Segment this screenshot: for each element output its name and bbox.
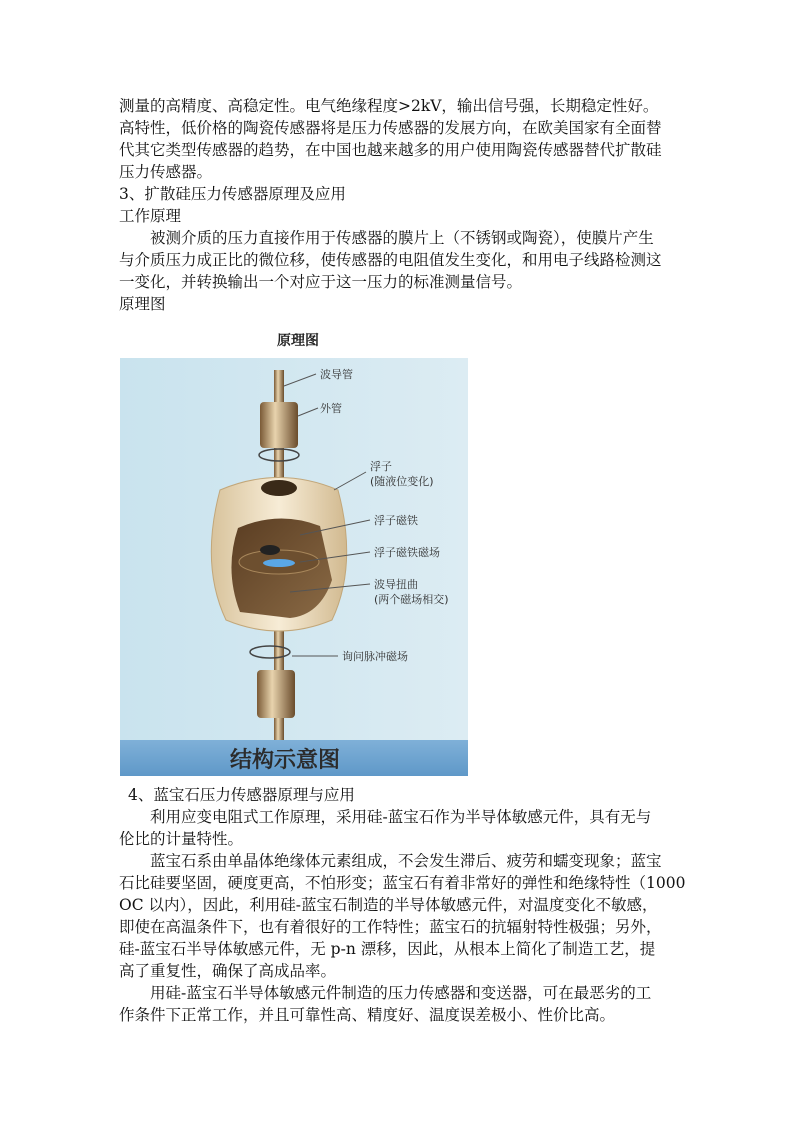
- paragraph-sapphire-intro: [119, 806, 679, 850]
- text-line: 利用应变电阻式工作原理，采用硅-蓝宝石作为半导体敏感元件，具有无与: [150, 808, 652, 826]
- outer-tube-top: [260, 402, 298, 448]
- paragraph-sapphire-conclusion: [119, 982, 679, 1026]
- label-waveguide: 波导管: [320, 368, 353, 381]
- label-pulse-field: 询问脉冲磁场: [342, 650, 408, 663]
- structure-diagram-svg: [120, 330, 468, 776]
- outer-tube-bottom: [257, 670, 295, 718]
- section-4-heading: 4、蓝宝石压力传感器原理与应用: [128, 786, 355, 804]
- paragraph-ceramic-sensor: [119, 95, 679, 183]
- text-line: 与介质压力成正比的微位移，使传感器的电阻值发生变化，和用电子线路检测这: [119, 251, 662, 269]
- text-line: 用硅-蓝宝石半导体敏感元件制造的压力传感器和变送器，可在最恶劣的工: [150, 984, 652, 1002]
- text-line: 压力传感器。: [119, 163, 213, 181]
- label-float: 浮子: [370, 460, 392, 473]
- text-line: 作条件下正常工作，并且可靠性高、精度好、温度误差极小、性价比高。: [119, 1006, 616, 1024]
- diagram-label: 原理图: [119, 295, 166, 313]
- figure-caption: 结构示意图: [230, 748, 341, 773]
- label-twist-sub: (两个磁场相交): [374, 593, 449, 606]
- magnet-field-glow: [263, 559, 295, 567]
- paragraph-sapphire-properties: [119, 850, 686, 982]
- paragraph-work-principle: [119, 227, 679, 293]
- text-line: 高特性，低价格的陶瓷传感器将是压力传感器的发展方向，在欧美国家有全面替: [119, 119, 662, 137]
- text-line: 硅-蓝宝石半导体敏感元件，无 p-n 漂移，因此，从根本上简化了制造工艺，提: [119, 940, 656, 958]
- work-principle-label: 工作原理: [119, 207, 182, 225]
- text-line: 蓝宝石系由单晶体绝缘体元素组成，不会发生滞后、疲劳和蠕变现象；蓝宝: [150, 852, 662, 870]
- text-line: 被测介质的压力直接作用于传感器的膜片上（不锈钢或陶瓷），使膜片产生: [150, 229, 654, 247]
- label-outer-tube: 外管: [320, 402, 342, 415]
- label-float-field: 浮子磁铁磁场: [374, 546, 440, 559]
- text-line: 代其它类型传感器的趋势，在中国也越来越多的用户使用陶瓷传感器替代扩散硅: [119, 141, 662, 159]
- float-top-hole: [261, 480, 297, 496]
- text-line: 高了重复性，确保了高成品率。: [119, 962, 337, 980]
- text-line: 石比硅要坚固，硬度更高，不怕形变；蓝宝石有着非常好的弹性和绝缘特性（1000: [119, 874, 686, 892]
- label-float-magnet: 浮子磁铁: [374, 514, 418, 527]
- text-line: OC 以内），因此，利用硅-蓝宝石制造的半导体敏感元件，对温度变化不敏感，: [119, 896, 658, 914]
- structure-diagram: [120, 330, 468, 776]
- text-line: 即使在高温条件下，也有着很好的工作特性；蓝宝石的抗辐射特性极强；另外，: [119, 918, 662, 936]
- text-line: 测量的高精度、高稳定性。电气绝缘程度>2kV，输出信号强，长期稳定性好。: [119, 97, 659, 115]
- text-line: 一变化，并转换输出一个对应于这一压力的标准测量信号。: [119, 273, 523, 291]
- magnet-dark-spot: [260, 545, 280, 555]
- label-float-sub: (随液位变化): [370, 475, 434, 488]
- text-line: 伦比的计量特性。: [119, 830, 244, 848]
- label-twist: 波导扭曲: [374, 578, 418, 591]
- figure-title: 原理图: [277, 333, 319, 349]
- section-3-heading: 3、扩散硅压力传感器原理及应用: [119, 185, 346, 203]
